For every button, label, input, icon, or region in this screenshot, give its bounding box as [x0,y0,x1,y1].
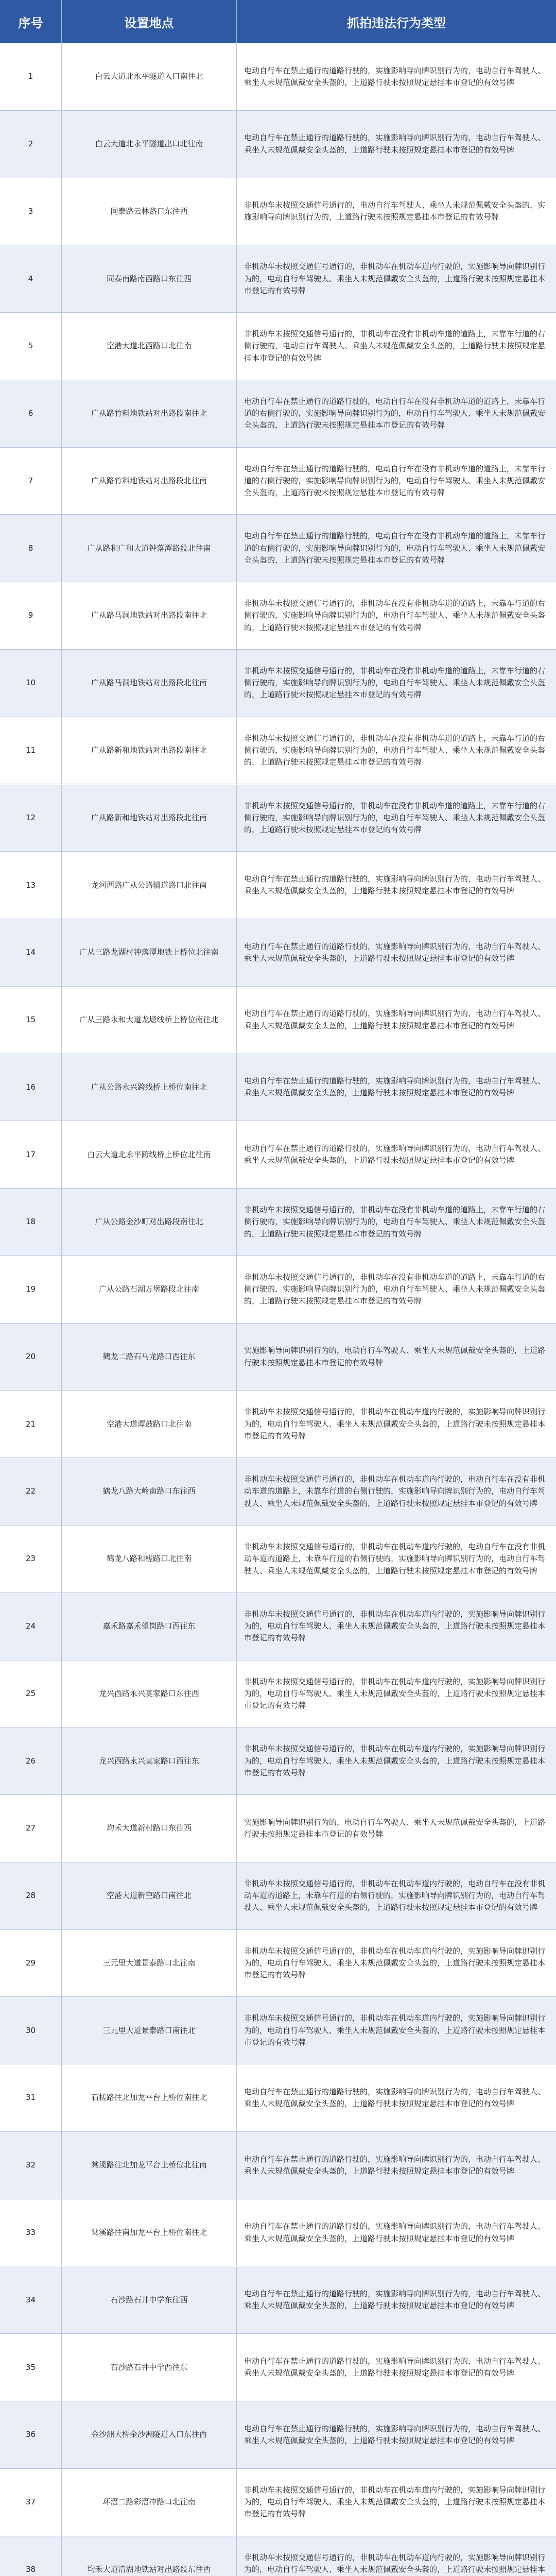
row-location: 广从路马洞地铁站对出路段南往北 [62,582,237,649]
row-number: 3 [0,178,62,245]
row-violation-type: 电动自行车在禁止通行的道路行驶的，实施影响导向牌识别行为的，电动自行车驾驶人、乘坐人未规范佩戴安全头盔的，上道路行驶未按照规定悬挂本市登记的有效号牌 [244,874,546,896]
table-row [0,2267,556,2334]
table-row [0,1121,556,1189]
table-row [0,650,556,717]
row-location: 环滘二路彩滘冲路口北往南 [62,2469,237,2536]
row-number: 16 [0,1054,62,1121]
row-number: 29 [0,1930,62,1997]
row-number: 37 [0,2469,62,2536]
row-location: 石槎路往北加龙平台上桥位南往北 [62,2064,237,2131]
table-row [0,178,556,246]
row-number: 13 [0,852,62,919]
row-violation-type: 非机动车未按照交通信号通行的，非机动车在没有非机动车道的道路上，未靠车行道的右侧行驶的，实施影响导向牌识别行为的，电动自行车驾驶人、乘坐人未规范佩戴安全头盔的，上道路行驶未按照规定悬挂本市登记的有效号牌 [244,733,546,767]
row-number: 36 [0,2401,62,2468]
table-row [0,852,556,919]
row-violation-type: 非机动车未按照交通信号通行的，非机动车在机动车道内行驶的，实施影响导向牌识别行为的，电动自行车驾驶人、乘坐人未规范佩戴安全头盔的，上道路行驶未按照规定悬挂本市登记的有效号牌 [244,1407,546,1440]
row-number: 4 [0,245,62,312]
row-number: 20 [0,1324,62,1391]
table-row [0,448,556,515]
row-violation-type: 电动自行车在禁止通行的道路行驶的，实施影响导向牌识别行为的，电动自行车驾驶人、乘坐人未规范佩戴安全头盔的，上道路行驶未按照规定悬挂本市登记的有效号牌 [244,133,546,155]
row-location: 白云大道北永平隧道入口南往北 [62,43,237,110]
row-location: 均禾大道新村路口东往西 [62,1795,237,1862]
table-row [0,1054,556,1122]
row-violation-type: 非机动车未按照交通信号通行的，非机动车在机动车道内行驶的，实施影响导向牌识别行为的，电动自行车驾驶人、乘坐人未规范佩戴安全头盔的，上道路行驶未按照规定悬挂本市登记的有效号牌 [244,1609,546,1643]
row-location: 均禾大道清湖地铁站对出路段东往西 [62,2536,237,2576]
row-location: 三元里大道景泰路口南往北 [62,1997,237,2064]
row-number: 6 [0,380,62,447]
row-location: 白云大道北永平隧道出口北往南 [62,111,237,178]
row-violation-type: 电动自行车在禁止通行的道路行驶的，实施影响导向牌识别行为的，电动自行车驾驶人、乘坐人未规范佩戴安全头盔的，上道路行驶未按照规定悬挂本市登记的有效号牌 [244,2356,546,2378]
row-location: 三元里大道景泰路口北往南 [62,1930,237,1997]
row-violation-type: 非机动车未按照交通信号通行的，非机动车在机动车道内行驶的，实施影响导向牌识别行为的，电动自行车驾驶人、乘坐人未规范佩戴安全头盔的，上道路行驶未按照规定悬挂本市登记的有效号牌 [244,1676,546,1710]
table-row [0,1189,556,1256]
row-number: 25 [0,1660,62,1727]
table-row [0,717,556,785]
row-number: 1 [0,43,62,110]
row-violation-type: 电动自行车在禁止通行的道路行驶的，实施影响导向牌识别行为的，电动自行车驾驶人、乘坐人未规范佩戴安全头盔的，上道路行驶未按照规定悬挂本市登记的有效号牌 [244,1009,546,1030]
row-violation-type: 非机动车未按照交通信号通行的，电动自行车驾驶人、乘坐人未规范佩戴安全头盔的，实施影响导向牌识别行为的，上道路行驶未按照规定悬挂本市登记的有效号牌 [244,200,546,222]
row-location: 棠溪路往南加龙平台上桥位南往北 [62,2199,237,2266]
row-number: 19 [0,1256,62,1323]
row-location: 同泰南路南西路口东往西 [62,245,237,312]
row-violation-type: 非机动车未按照交通信号通行的，非机动车在没有非机动车道的道路上，未靠车行道的右侧行驶的，实施影响导向牌识别行为的，电动自行车驾驶人、乘坐人未规范佩戴安全头盔的，上道路行驶未按照规定悬挂本市登记的有效号牌 [244,1205,546,1239]
header-location: 设置地点 [62,0,237,43]
row-number: 17 [0,1121,62,1188]
table-row [0,1862,556,1930]
row-violation-type: 非机动车未按照交通信号通行的，非机动车在机动车道内行驶的，实施影响导向牌识别行为的，电动自行车驾驶人、乘坐人未规范佩戴安全头盔的，上道路行驶未按照规定悬挂本市登记的有效号牌 [244,262,546,295]
row-location: 广从公路金沙町对出路段南往北 [62,1189,237,1256]
row-number: 8 [0,515,62,582]
row-violation-type: 非机动车未按照交通信号通行的，非机动车在机动车道内行驶的，实施影响导向牌识别行为的，电动自行车驾驶人、乘坐人未规范佩戴安全头盔的，上道路行驶未按照规定悬挂本市登记的有效号牌 [244,1744,546,1777]
table-row [0,2334,556,2401]
table-row [0,2536,556,2576]
row-number: 26 [0,1727,62,1794]
table-row [0,2064,556,2132]
row-violation-type: 非机动车未按照交通信号通行的，非机动车在机动车道内行驶的，实施影响导向牌识别行为的，电动自行车驾驶人、乘坐人未规范佩戴安全头盔的，上道路行驶未按照规定悬挂本市登记的有效号牌 [244,2485,546,2519]
table-row [0,313,556,380]
row-number: 15 [0,987,62,1054]
row-location: 龙河西路广从公路辅道路口北往南 [62,852,237,919]
row-number: 30 [0,1997,62,2064]
table-row [0,515,556,582]
row-location: 龙兴西路永兴莫家路口东往西 [62,1660,237,1727]
row-number: 9 [0,582,62,649]
row-violation-type: 电动自行车在禁止通行的道路行驶的，实施影响导向牌识别行为的，电动自行车驾驶人、乘坐人未规范佩戴安全头盔的，上道路行驶未按照规定悬挂本市登记的有效号牌 [244,2154,546,2176]
row-number: 33 [0,2199,62,2266]
row-violation-type: 电动自行车在禁止通行的道路行驶的，实施影响导向牌识别行为的，电动自行车驾驶人、乘坐人未规范佩戴安全头盔的，上道路行驶未按照规定悬挂本市登记的有效号牌 [244,1076,546,1098]
row-location: 广从公路永兴跨线桥上桥位南往北 [62,1054,237,1121]
row-location: 鹤龙八路大岭南路口东往西 [62,1458,237,1525]
table-row [0,43,556,111]
row-violation-type: 非机动车未按照交通信号通行的，非机动车在没有非机动车道的道路上，未靠车行道的右侧行驶的，实施影响导向牌识别行为的，电动自行车驾驶人、乘坐人未规范佩戴安全头盔的，上道路行驶未按照规定悬挂本市登记的有效号牌 [244,1272,546,1306]
row-violation-type: 非机动车未按照交通信号通行的，非机动车在没有非机动车道的道路上，未靠车行道的右侧行驶的，实施影响导向牌识别行为的，电动自行车驾驶人、乘坐人未规范佩戴安全头盔的，上道路行驶未按照规定悬挂本市登记的有效号牌 [244,666,546,700]
row-location: 广从三路永和大道龙塘线桥上桥位南往北 [62,987,237,1054]
row-violation-type: 非机动车未按照交通信号通行的，非机动车在没有非机动车道的道路上，未靠车行道的右侧行驶的，实施影响导向牌识别行为的，电动自行车驾驶人、乘坐人未规范佩戴安全头盔的，上道路行驶未按照规定悬挂本市登记的有效号牌 [244,599,546,632]
table-row [0,582,556,650]
row-location: 龙兴西路永兴莫家路口西往东 [62,1727,237,1794]
table-row [0,987,556,1054]
row-location: 广从路新和地铁站对出路段南往北 [62,717,237,784]
row-number: 27 [0,1795,62,1862]
row-number: 35 [0,2334,62,2401]
row-location: 广从路新和地铁站对出路段北往南 [62,785,237,852]
row-violation-type: 电动自行车在禁止通行的道路行驶的，实施影响导向牌识别行为的，电动自行车驾驶人、乘坐人未规范佩戴安全头盔的，上道路行驶未按照规定悬挂本市登记的有效号牌 [244,65,546,87]
row-violation-type: 非机动车未按照交通信号通行的，非机动车在机动车道内行驶的，实施影响导向牌识别行为的，电动自行车驾驶人、乘坐人未规范佩戴安全头盔的，上道路行驶未按照规定悬挂本市登记的有效号牌 [244,2013,546,2047]
row-location: 白云大道北永平跨线桥上桥位北往南 [62,1121,237,1188]
row-number: 38 [0,2536,62,2576]
row-number: 24 [0,1593,62,1660]
row-number: 2 [0,111,62,178]
table-row [0,1593,556,1660]
row-location: 鹤龙二路石马龙路口西往东 [62,1324,237,1391]
header-no: 序号 [0,0,62,43]
row-violation-type: 电动自行车在禁止通行的道路行驶的，实施影响导向牌识别行为的，电动自行车驾驶人、乘坐人未规范佩戴安全头盔的，上道路行驶未按照规定悬挂本市登记的有效号牌 [244,2289,546,2311]
table-row [0,2132,556,2199]
row-number: 28 [0,1862,62,1929]
table-row [0,785,556,852]
row-number: 21 [0,1391,62,1458]
row-location: 空港大道北西路口北往南 [62,313,237,380]
row-violation-type: 电动自行车在禁止通行的道路行驶的，实施影响导向牌识别行为的，电动自行车驾驶人、乘坐人未规范佩戴安全头盔的，上道路行驶未按照规定悬挂本市登记的有效号牌 [244,2222,546,2243]
table-row [0,111,556,178]
row-violation-type: 电动自行车在禁止通行的道路行驶的，实施影响导向牌识别行为的，电动自行车驾驶人、乘坐人未规范佩戴安全头盔的，上道路行驶未按照规定悬挂本市登记的有效号牌 [244,941,546,963]
row-violation-type: 非机动车未按照交通信号通行的，非机动车在机动车道内行驶的，电动自行车在没有非机动车道的道路上，未靠车行道的右侧行驶的，实施影响导向牌识别行为的，电动自行车驾驶人、乘坐人未规范佩戴安全头盔的，上道路行驶未按照规定悬挂本市登记的有效号牌 [244,1542,546,1575]
table-row [0,1526,556,1593]
table-row [0,1660,556,1728]
row-number: 23 [0,1526,62,1592]
row-violation-type: 实施影响导向牌识别行为的，电动自行车驾驶人、乘坐人未规范佩戴安全头盔的，上道路行驶未按照规定悬挂本市登记的有效号牌 [244,1817,546,1839]
row-violation-type: 非机动车未按照交通信号通行的，非机动车在机动车道内行驶的，电动自行车在没有非机动车道的道路上，未靠车行道的右侧行驶的，实施影响导向牌识别行为的，电动自行车驾驶人、乘坐人未规范佩戴安全头盔的，上道路行驶未按照规定悬挂本市登记的有效号牌 [244,1878,546,1912]
row-violation-type: 非机动车未按照交通信号通行的，非机动车在机动车道内行驶的，电动自行车在没有非机动车道的道路上，未靠车行道的右侧行驶的，实施影响导向牌识别行为的，电动自行车驾驶人、乘坐人未规范佩戴安全头盔的，上道路行驶未按照规定悬挂本市登记的有效号牌 [244,1475,546,1508]
table-row [0,2401,556,2469]
table-row [0,1324,556,1391]
row-violation-type: 非机动车未按照交通信号通行的，非机动车在没有非机动车道的道路上，未靠车行道的右侧行驶的，实施影响导向牌识别行为的，电动自行车驾驶人、乘坐人未规范佩戴安全头盔的，上道路行驶未按照规定悬挂本市登记的有效号牌 [244,801,546,834]
table-row [0,2469,556,2536]
row-location: 同泰路云林路口东往西 [62,178,237,245]
row-number: 32 [0,2132,62,2199]
row-number: 14 [0,919,62,986]
table-row [0,380,556,448]
row-location: 石沙路石井中学西往东 [62,2334,237,2401]
row-location: 广从三路龙湖村钟落潭地铁上桥位北往南 [62,919,237,986]
row-violation-type: 实施影响导向牌识别行为的，电动自行车驾驶人、乘坐人未规范佩戴安全头盔的，上道路行驶未按照规定悬挂本市登记的有效号牌 [244,1346,546,1367]
row-number: 34 [0,2267,62,2334]
table-header [0,0,556,43]
row-number: 12 [0,785,62,852]
table-row [0,1458,556,1526]
row-violation-type: 非机动车未按照交通信号通行的，非机动车在没有非机动车道的道路上，未靠车行道的右侧行驶的，电动自行车驾驶人、乘坐人未规范佩戴安全头盔的，上道路行驶未按照规定悬挂本市登记的有效号牌 [244,329,546,363]
table-row [0,245,556,313]
row-violation-type: 电动自行车在禁止通行的道路行驶的，电动自行车在没有非机动车道的道路上，未靠车行道的右侧行驶的，实施影响导向牌识别行为的，电动自行车驾驶人、乘坐人未规范佩戴安全头盔的，上道路行驶未按照规定悬挂本市登记的有效号牌 [244,396,546,430]
table-row [0,1997,556,2064]
row-number: 11 [0,717,62,784]
table-row [0,2199,556,2267]
row-violation-type: 电动自行车在禁止通行的道路行驶的，实施影响导向牌识别行为的，电动自行车驾驶人、乘坐人未规范佩戴安全头盔的，上道路行驶未按照规定悬挂本市登记的有效号牌 [244,2087,546,2109]
row-number: 22 [0,1458,62,1525]
header-violation: 抓拍违法行为类型 [347,15,446,30]
row-violation-type: 非机动车未按照交通信号通行的，非机动车在机动车道内行驶的，实施影响导向牌识别行为的，电动自行车驾驶人、乘坐人未规范佩戴安全头盔的，上道路行驶未按照规定悬挂本市登记的有效号牌 [244,1946,546,1980]
table-row [0,1795,556,1862]
row-violation-type: 电动自行车在禁止通行的道路行驶的，实施影响导向牌识别行为的，电动自行车驾驶人、乘坐人未规范佩戴安全头盔的，上道路行驶未按照规定悬挂本市登记的有效号牌 [244,2424,546,2445]
table-row [0,1930,556,1997]
row-violation-type: 电动自行车在禁止通行的道路行驶的，电动自行车在没有非机动车道的道路上，未靠车行道的右侧行驶的，实施影响导向牌识别行为的，电动自行车驾驶人、乘坐人未规范佩戴安全头盔的，上道路行驶未按照规定悬挂本市登记的有效号牌 [244,531,546,565]
row-location: 空港大道新空路口南往北 [62,1862,237,1929]
table-row [0,1391,556,1458]
row-location: 广从路竹料地铁站对出路段北往南 [62,448,237,515]
row-location: 金沙洲大桥金沙洲隧道入口东往西 [62,2401,237,2468]
row-violation-type: 电动自行车在禁止通行的道路行驶的，电动自行车在没有非机动车道的道路上，未靠车行道的右侧行驶的，实施影响导向牌识别行为的，电动自行车驾驶人、乘坐人未规范佩戴安全头盔的，上道路行驶未按照规定悬挂本市登记的有效号牌 [244,464,546,498]
table-row [0,919,556,987]
row-violation-type: 非机动车未按照交通信号通行的，非机动车在机动车道内行驶的，实施影响导向牌识别行为的，电动自行车驾驶人、乘坐人未规范佩戴安全头盔的，上道路行驶未按照规定悬挂本 [244,2552,546,2574]
table-row [0,1727,556,1795]
row-number: 5 [0,313,62,380]
row-location: 鹤龙八路和槎路口北往南 [62,1526,237,1592]
row-number: 7 [0,448,62,515]
row-location: 嘉禾路嘉禾望岗路口西往东 [62,1593,237,1660]
row-violation-type: 电动自行车在禁止通行的道路行驶的，实施影响导向牌识别行为的，电动自行车驾驶人、乘坐人未规范佩戴安全头盔的，上道路行驶未按照规定悬挂本市登记的有效号牌 [244,1143,546,1165]
row-number: 10 [0,650,62,717]
row-location: 广从路马洞地铁站对出路段北往南 [62,650,237,717]
row-number: 31 [0,2064,62,2131]
row-location: 广从路和广和大道钟落潭路段北往南 [62,515,237,582]
table-row [0,1256,556,1324]
row-location: 棠溪路往北加龙平台上桥位北往南 [62,2132,237,2199]
row-location: 广从路竹料地铁站对出路段南往北 [62,380,237,447]
row-location: 石沙路石井中学东往西 [62,2267,237,2334]
row-location: 空港大道谭鼓路口北往南 [62,1391,237,1458]
row-number: 18 [0,1189,62,1256]
row-location: 广从公路石湖万堡路段北往南 [62,1256,237,1323]
